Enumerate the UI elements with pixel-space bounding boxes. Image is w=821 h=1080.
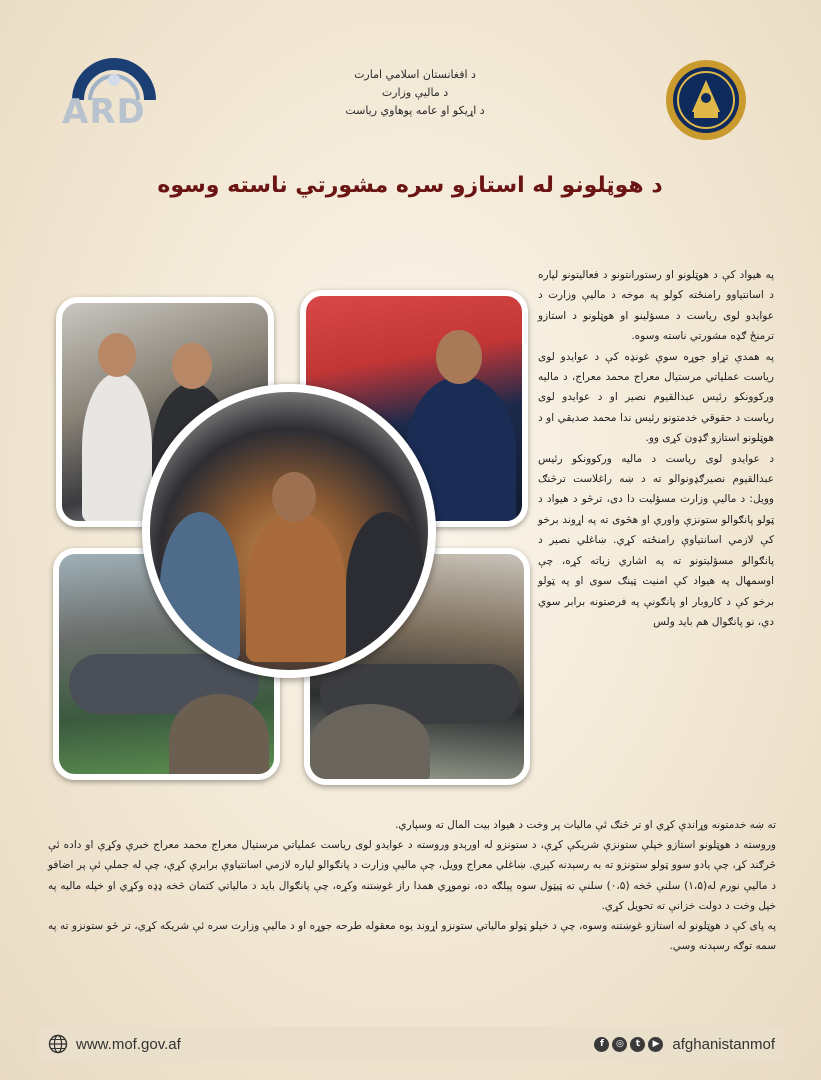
footer-website[interactable] — [48, 1033, 181, 1055]
article-full-text — [48, 815, 776, 956]
footer-social — [594, 1033, 775, 1055]
paragraph-1: په هیواد کې د هوټلونو او رستورانتونو د فعالیتونو لپاره د اسانتیاوو رامنځته کولو په موخه د مالیې وزارت د عوایدو لوی ریاست د مسؤلینو او هوټلونو د استازو ترمنځ ګډه مشورتي ناسته وسوه. — [538, 269, 774, 343]
paragraph-3: د عوایدو لوی ریاست د مالیه ورکوونکو رئیس عبدالقیوم نصیرګډونوالو ته د ښه راغلاست ترڅنګ وویل: د مالیې وزارت مسؤلیت دا دی، ترڅو د هیواد د ټولو پانګوالو ستونزې واوري او هڅوی ته په اړوند برخو کې لازمي اسانتیاوې رامنځته کړي. ښاغلي نصیر د پانګوالو مسؤلیتونو ته په اشاري زیاته کړه، چې اوسمهال په هیواد کې امنیت ټینګ سوی او په ټولو برخو کې د کاروبار او پانګونې په فرصتونه برابر سوي دي، نو پانګوال هم باید ولس — [538, 452, 774, 628]
paragraph-3-continued: ته ښه خدمتونه وړاندې کړي او تر څنګ ئې مالیات پر وخت د هیواد بیت المال ته وسپاري. — [395, 819, 776, 831]
youtube-icon[interactable]: ▶ — [648, 1037, 663, 1052]
header-line-emirate: د افغانستان اسلامي امارت — [354, 68, 476, 81]
photo-center-circle — [142, 384, 436, 678]
header-line-ministry: د مالیې وزارت — [381, 86, 449, 99]
instagram-icon[interactable]: ◎ — [612, 1037, 627, 1052]
paragraph-5: په پای کې د هوټلونو له استازو غوښتنه وسوه، چې د خپلو ټولو مالیاتي ستونزو اړوند یوه معقوله طرحه جوړه او د مالیې وزارت سره ئې شریکه کړي، تر څو ستونزو ته په سمه توګه رسېدنه وسي. — [48, 920, 776, 953]
paragraph-4: وروسته د هوټلونو استازو خپلې ستونزې شریکې کړې، د ستونزو له اورېدو وروسته د عوایدو لوی ریاست عملیاتي مرستیال معراج محمد معراج خبرې وکړې او داده ئې څرګند کړ، چې یادو سوو ټولو ستونزو ته به رسېدنه کېږي. ښاغلي معراج وویل، چې مالیې وزارت د پانګوالو لپاره لازمي اسانتیاوې برابرې کړې، چې له جملې ئې پر اضافو د مالیې نورم له(۱،۵) سلنې څخه (۰،۵) سلنې ته ټیټول سوه پېلګه ده، نوموړي همدا راز غوښتنه وکړه، چې پانګوال باید د مالیاتي کتمان څخه ډډه وکړي او خپله مالیه په خپل وخت د دولت خزانې ته تحویل کړي. — [48, 839, 776, 912]
footer-bar — [38, 1027, 783, 1061]
ministry-emblem — [664, 58, 748, 142]
twitter-icon[interactable]: t — [630, 1037, 645, 1052]
article-title: د هوټلونو له استازو سره مشورتي ناسته وسوه — [157, 173, 663, 198]
ard-logo-text: ARD — [62, 92, 146, 132]
website-link[interactable]: www.mof.gov.af — [76, 1035, 181, 1053]
ard-logo — [58, 52, 168, 132]
social-handle[interactable]: afghanistanmof — [672, 1035, 775, 1053]
article-column-text — [538, 265, 774, 632]
header-lines — [300, 66, 530, 120]
globe-icon — [48, 1034, 68, 1054]
facebook-icon[interactable]: f — [594, 1037, 609, 1052]
paragraph-2: په همدې تړاو جوړه سوې غونډه کې د عوایدو لوی ریاست عملیاتي مرستیال معراج محمد معراج، د مالیه ورکوونکو رئیس عبدالقیوم نصیر او د عوایدو لوی ریاست د حقوقي خدمتونو رئیس ندا محمد صدیقي او د هوټلونو استازو ګډون کړی وو. — [538, 350, 774, 445]
header-line-directorate: د اړیکو او عامه پوهاوي ریاست — [345, 104, 485, 117]
